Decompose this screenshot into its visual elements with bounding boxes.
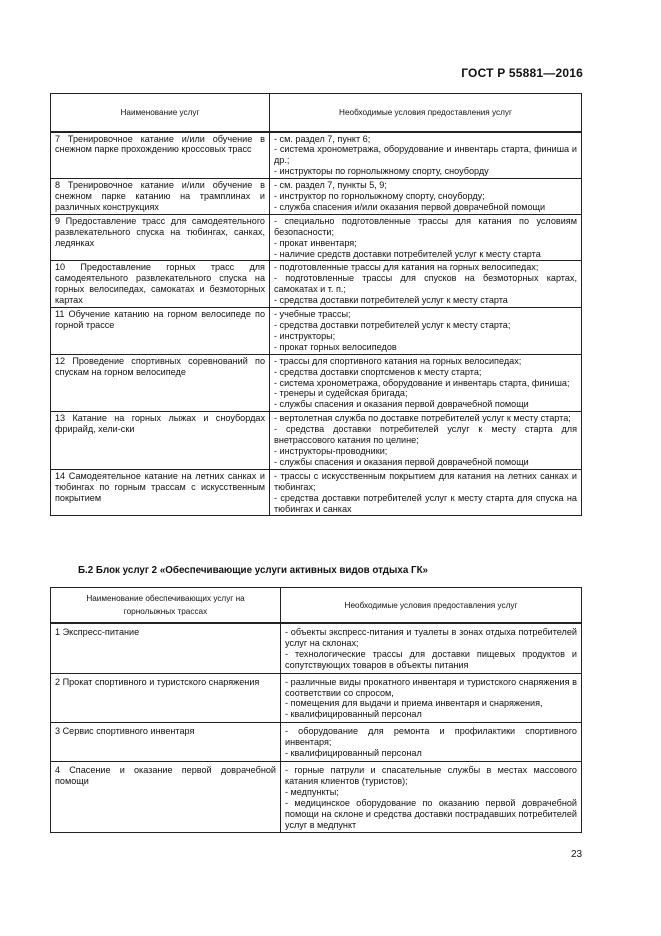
- condition-item: - квалифицированный персонал: [285, 709, 422, 720]
- conditions-cell: [270, 308, 582, 355]
- table-row: [51, 261, 582, 308]
- service-name-cell: 1 Экспресс-питание: [51, 623, 281, 673]
- services-table-block-2: [50, 587, 582, 833]
- condition-item: - служба спасения и/или оказания первой доврачебной помощи: [274, 201, 546, 212]
- table-header-row: [51, 94, 582, 132]
- service-name-cell: 14 Самодеятельное катание на летних санках и тюбингах по горным трассам с искусственным покрытием: [51, 469, 270, 516]
- service-name-cell: 4 Спасение и оказание первой доврачебной помощи: [51, 761, 281, 832]
- table-row: [51, 761, 582, 832]
- condition-item: - прокат горных велосипедов: [274, 341, 397, 352]
- column-header-service: Наименование обеспечивающих услуг на горнолыжных трассах: [51, 588, 281, 624]
- table-row: [51, 214, 582, 261]
- table-header-row: [51, 588, 582, 624]
- condition-item: - средства доставки потребителей услуг к месту старта для спуска на тюбингах и санках: [274, 492, 577, 514]
- condition-item: - трассы с искусственным покрытием для катания на летних санках и тюбингах;: [274, 470, 577, 492]
- condition-item: - прокат инвентаря;: [274, 237, 357, 248]
- conditions-cell: [270, 469, 582, 516]
- condition-item: - оборудование для ремонта и профилактики спортивного инвентаря;: [285, 726, 577, 748]
- condition-item: - инструктор по горнолыжному спорту, сноуборду;: [274, 191, 485, 202]
- conditions-cell: [270, 261, 582, 308]
- conditions-cell: [281, 723, 582, 762]
- table-row: [51, 412, 582, 470]
- condition-item: - система хронометража, оборудование и инвентарь старта, финиша;: [274, 377, 570, 388]
- condition-item: - медпункты;: [285, 786, 339, 797]
- condition-item: - подготовленные трассы для спусков на безмоторных картах, самокатах и т. п.;: [274, 273, 577, 295]
- condition-item: - технологические трассы для доставки пищевых продуктов и сопутствующих товаров в объекты питания: [285, 648, 577, 670]
- table-row: [51, 308, 582, 355]
- condition-item: - система хронометража, оборудование и инвентарь старта, финиша и др.;: [274, 144, 577, 166]
- condition-item: - средства доставки спортсменов к месту старта;: [274, 366, 482, 377]
- conditions-cell: [270, 214, 582, 261]
- condition-item: - объекты экспресс-питания и туалеты в зонах отдыха потребителей услуг на склонах;: [285, 627, 577, 648]
- condition-item: - наличие средств доставки потребителей услуг к месту старта: [274, 248, 541, 259]
- condition-item: - инструкторы;: [274, 330, 336, 341]
- table-row: [51, 673, 582, 723]
- service-name-cell: 9 Предоставление трасс для самодеятельного развлекательного спуска на тюбингах, санках, ледянках: [51, 214, 270, 261]
- service-name-cell: 7 Тренировочное катание и/или обучение в снежном парке прохождению кроссовых трасс: [51, 132, 270, 179]
- service-name-cell: 12 Проведение спортивных соревнований по спускам на горном велосипеде: [51, 354, 270, 412]
- service-name-cell: 11 Обучение катанию на горном велосипеде по горной трассе: [51, 308, 270, 355]
- condition-item: - инструкторы-проводники;: [274, 445, 388, 456]
- column-header-conditions: Необходимые условия предоставления услуг: [270, 94, 582, 132]
- condition-item: - медицинское оборудование по оказанию первой доврачебной помощи на склоне и средства доставки пострадавших потребителей услуг в медпункт: [285, 797, 577, 830]
- document-code: ГОСТ Р 55881—2016: [461, 66, 583, 80]
- condition-item: - средства доставки потребителей услуг к месту старта;: [274, 320, 511, 330]
- condition-item: - подготовленные трассы для катания на горных велосипедах;: [274, 262, 539, 273]
- condition-item: - учебные трассы;: [274, 309, 351, 320]
- condition-item: - службы спасения и оказания первой доврачебной помощи: [274, 399, 529, 410]
- condition-item: - средства доставки потребителей услуг к месту старта для внетрассового катания по целине;: [274, 424, 577, 446]
- table-row: [51, 132, 582, 179]
- table-row: [51, 354, 582, 412]
- service-name-cell: 10 Предоставление горных трасс для самодеятельного развлекательного спуска на горных велосипедах, самокатах и безмоторных картах: [51, 261, 270, 308]
- service-name-cell: 13 Катание на горных лыжах и сноубордах фрирайд, хели-ски: [51, 412, 270, 470]
- condition-item: - различные виды прокатного инвентаря и туристского снаряжения в соответствии со спросом,: [285, 676, 577, 698]
- condition-item: - средства доставки потребителей услуг к месту старта: [274, 295, 508, 306]
- conditions-cell: [270, 354, 582, 412]
- table-row: [51, 469, 582, 516]
- service-name-cell: 8 Тренировочное катание и/или обучение в снежном парке катанию на трамплинах и различных конструкциях: [51, 179, 270, 215]
- services-table-block-1: [50, 93, 582, 516]
- table-row: [51, 623, 582, 673]
- conditions-cell: [270, 179, 582, 215]
- table-row: [51, 723, 582, 762]
- page-number: 23: [571, 849, 583, 860]
- condition-item: - службы спасения и оказания первой доврачебной помощи: [274, 456, 529, 467]
- column-header-service: Наименование услуг: [51, 94, 270, 132]
- conditions-cell: [281, 673, 582, 723]
- conditions-cell: [270, 132, 582, 179]
- conditions-cell: [281, 623, 582, 673]
- condition-item: - помещения для выдачи и приема инвентаря и снаряжения,: [285, 698, 543, 709]
- condition-item: - трассы для спортивного катания на горных велосипедах;: [274, 355, 522, 366]
- condition-item: - тренеры и судейская бригада;: [274, 388, 408, 399]
- condition-item: - см. раздел 7, пункт 6;: [274, 133, 371, 144]
- table-row: [51, 179, 582, 215]
- conditions-cell: [270, 412, 582, 470]
- condition-item: - см. раздел 7, пункты 5, 9;: [274, 180, 387, 191]
- condition-item: - инструкторы по горнолыжному спорту, сноуборду: [274, 166, 489, 177]
- service-name-cell: 2 Прокат спортивного и туристского снаряжения: [51, 673, 281, 723]
- conditions-cell: [281, 761, 582, 832]
- service-name-cell: 3 Сервис спортивного инвентаря: [51, 723, 281, 762]
- condition-item: - специально подготовленные трассы для катания по условиям безопасности;: [274, 215, 577, 237]
- condition-item: - вертолетная служба по доставке потребителей услуг к месту старта;: [274, 413, 571, 424]
- section-title: Б.2 Блок услуг 2 «Обеспечивающие услуги активных видов отдыха ГК»: [78, 565, 428, 576]
- column-header-conditions: Необходимые условия предоставления услуг: [281, 588, 582, 624]
- condition-item: - квалифицированный персонал: [285, 748, 422, 759]
- condition-item: - горные патрули и спасательные службы в местах массового катания клиентов (туристов);: [285, 764, 577, 786]
